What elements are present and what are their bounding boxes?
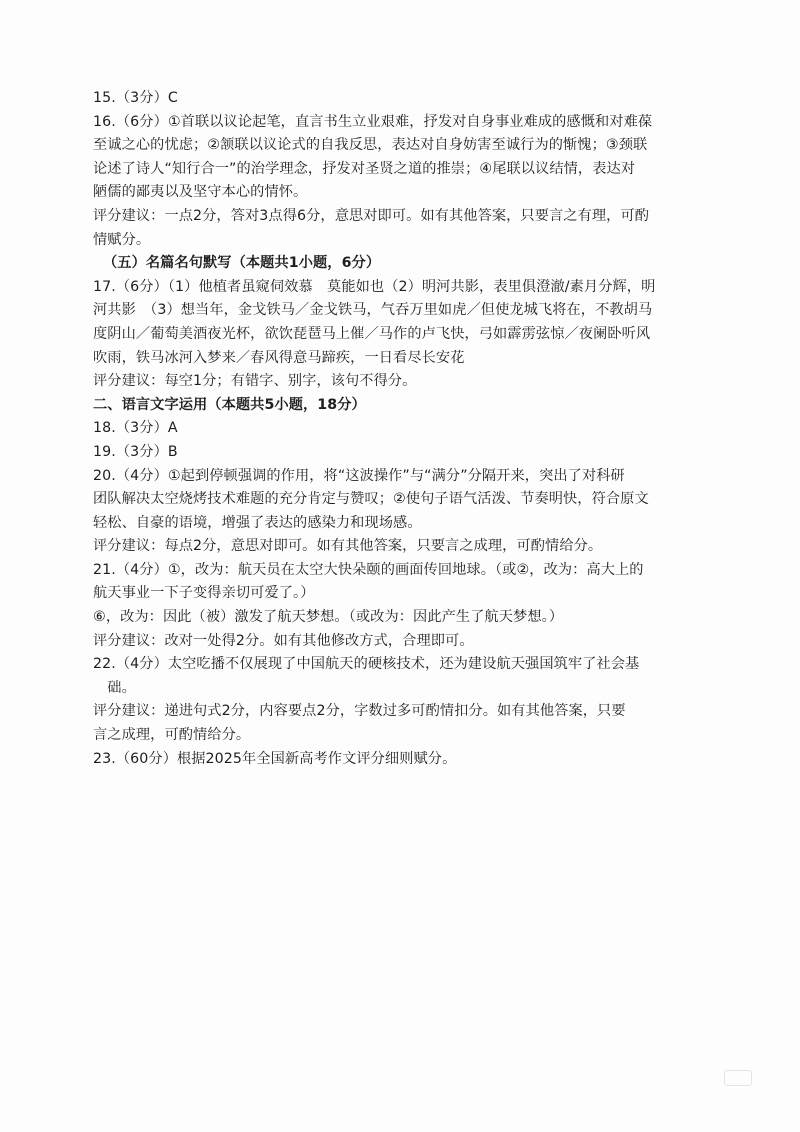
answer-line: 22.（4分）太空吃播不仅展现了中国航天的硬核技术，还为建设航天强国筑牢了社会基 — [93, 656, 640, 673]
answer-line: 河共影 （3）想当年，金戈铁马／金戈铁马，气吞万里如虎／但使龙城飞将在，不教胡马 — [93, 302, 653, 319]
answer-line: 评分建议：每点2分，意思对即可。如有其他答案，只要言之成理，可酌情给分。 — [93, 538, 603, 555]
answer-line: 评分建议：每空1分；有错字、别字，该句不得分。 — [93, 373, 417, 390]
answer-line: 吹雨，铁马冰河入梦来／春风得意马蹄疾，一日看尽长安花 — [93, 349, 465, 366]
answer-line: ⑥，改为：因此（被）激发了航天梦想。（或改为：因此产生了航天梦想。） — [93, 609, 564, 626]
answer-line: 18.（3分）A — [93, 420, 178, 437]
answer-line: 论述了诗人“知行合一”的治学理念，抒发对圣贤之道的推崇；④尾联以议结情，表达对 — [93, 160, 636, 177]
answer-line: 评分建议：改对一处得2分。如有其他修改方式，合理即可。 — [93, 632, 474, 649]
answer-line: 评分建议：一点2分，答对3点得6分，意思对即可。如有其他答案，只要言之有理，可酌 — [93, 207, 650, 224]
answer-line: 19.（3分）B — [93, 443, 178, 460]
answer-line: 17.（6分）（1）他植者虽窥伺效慕 莫能如也（2）明河共影，表里俱澄澈/素月分辉，明 — [93, 278, 656, 295]
answer-line: 20.（4分）①起到停顿强调的作用，将“这波操作”与“满分”分隔开来，突出了对科研 — [93, 467, 625, 484]
answer-content — [93, 87, 705, 771]
answer-line: 轻松、自豪的语境，增强了表达的感染力和现场感。 — [93, 514, 422, 531]
answer-line: 评分建议：递进句式2分，内容要点2分，字数过多可酌情扣分。如有其他答案，只要 — [93, 703, 626, 720]
answer-line: 情赋分。 — [93, 231, 151, 248]
answer-line: 航天事业一下子变得亲切可爱了。） — [93, 585, 315, 602]
answer-line: 23.（60分）根据2025年全国新高考作文评分细则赋分。 — [93, 750, 457, 767]
answer-line: 陋儒的鄙夷以及坚守本心的情怀。 — [93, 184, 308, 201]
answer-line: 础。 — [93, 679, 136, 696]
answer-line: 21.（4分）①，改为：航天员在太空大快朵颐的画面传回地球。（或②，改为：高大上的 — [93, 561, 644, 578]
answer-line: 15.（3分）C — [93, 90, 178, 106]
answer-line: 至诚之心的忧虑；②颔联以议论式的自我反思，表达对自身妨害至诚行为的惭愧；③颈联 — [93, 137, 648, 154]
watermark-logo-icon — [724, 1070, 752, 1086]
answer-line: 团队解决太空烧烤技术难题的充分肯定与赞叹；②使句子语气活泼、节奏明快，符合原文 — [93, 491, 649, 508]
section-heading: （五）名篇名句默写（本题共1小题，6分） — [103, 255, 381, 272]
section-heading: 二、语言文字运用（本题共5小题，18分） — [93, 396, 366, 413]
answer-line: 16.（6分）①首联以议论起笔，直言书生立业艰难，抒发对自身事业难成的感慨和对难葆 — [93, 113, 653, 130]
answer-line: 言之成理，可酌情给分。 — [93, 727, 251, 744]
answer-line: 度阴山／葡萄美酒夜光杯，欲饮琵琶马上催／马作的卢飞快，弓如霹雳弦惊／夜阑卧听风 — [93, 325, 651, 342]
